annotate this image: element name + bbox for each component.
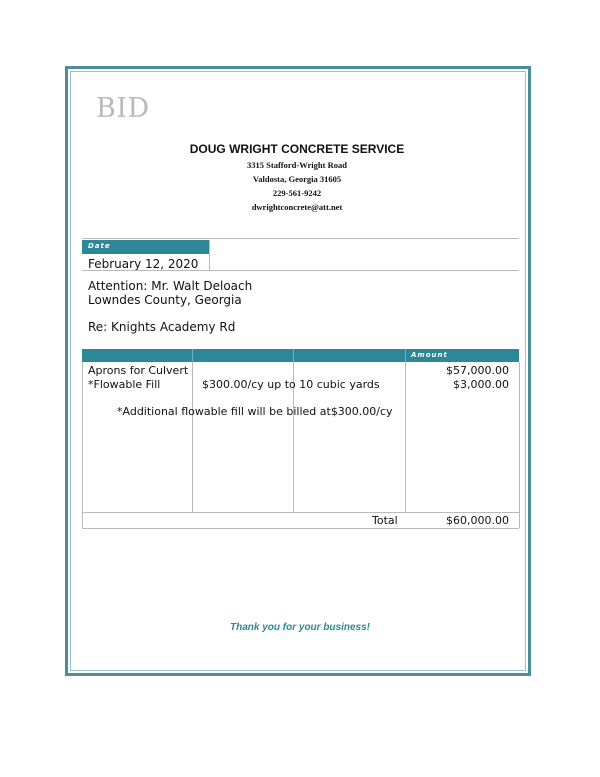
table-note: *Additional flowable fill will be billed at$300.00/cy <box>117 405 393 418</box>
table-border <box>82 362 83 528</box>
re-line: Re: Knights Academy Rd <box>88 320 236 334</box>
date-label: Date <box>88 242 111 250</box>
table-row-item: *Flowable Fill <box>88 378 161 391</box>
total-value: $60,000.00 <box>446 514 509 527</box>
table-row-item: Aprons for Culvert <box>88 364 189 377</box>
divider <box>192 349 193 362</box>
company-city: Valdosta, Georgia 31605 <box>252 174 342 184</box>
table-line <box>82 512 519 513</box>
attention-line: Attention: Mr. Walt Deloach <box>88 279 253 293</box>
company-phone: 229-561-9242 <box>272 188 322 198</box>
amount-header: Amount <box>411 351 448 359</box>
table-column-line <box>192 362 193 512</box>
document-title: BID <box>96 93 150 124</box>
table-border <box>519 362 520 528</box>
table-row-amount: $3,000.00 <box>453 378 509 391</box>
footer-thanks: Thank you for your business! <box>229 622 371 633</box>
table-row-description: $300.00/cy up to 10 cubic yards <box>202 378 380 391</box>
table-column-line <box>405 362 406 512</box>
company-address: 3315 Stafford-Wright Road <box>247 160 347 170</box>
company-name: DOUG WRIGHT CONCRETE SERVICE <box>189 142 405 156</box>
table-header-band <box>82 349 519 362</box>
company-email: dwrightconcrete@att.net <box>251 202 343 212</box>
table-row-amount: $57,000.00 <box>446 364 509 377</box>
divider <box>209 240 210 270</box>
date-value: February 12, 2020 <box>88 257 199 271</box>
table-bottom <box>82 528 519 529</box>
attention-line-2: Lowndes County, Georgia <box>88 293 242 307</box>
divider <box>82 238 519 239</box>
divider <box>293 349 294 362</box>
total-label: Total <box>372 514 398 527</box>
divider <box>82 270 519 271</box>
divider <box>405 349 406 362</box>
